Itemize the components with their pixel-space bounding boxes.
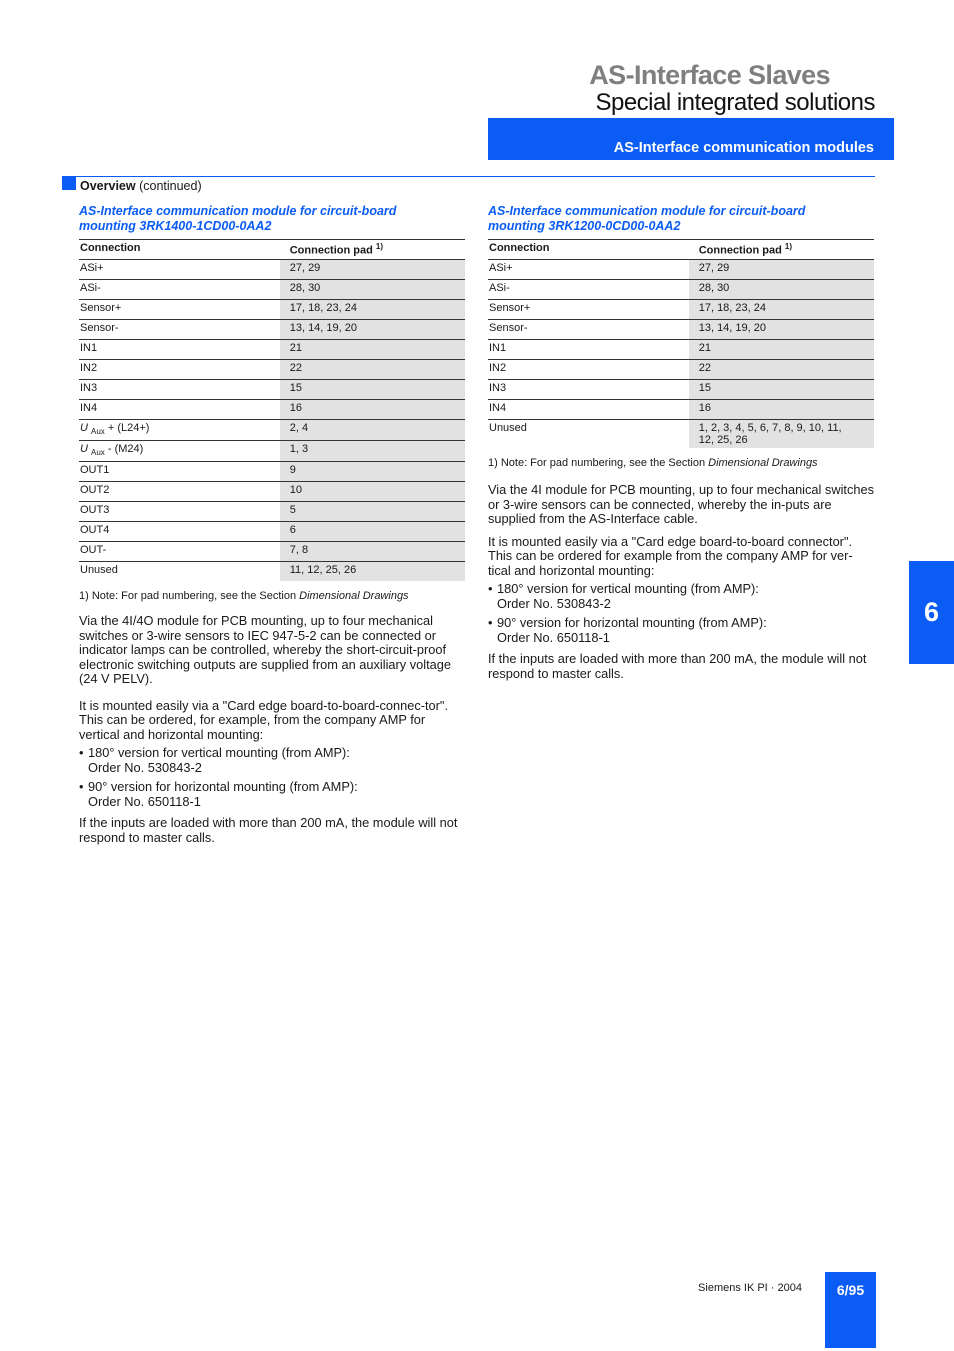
table-row	[488, 260, 874, 280]
conn-cell: ASi+	[488, 260, 689, 280]
right-paragraph-3: If the inputs are loaded with more than 200 mA, the module will not respond to master calls.	[488, 651, 867, 681]
table-row	[488, 400, 874, 420]
conn-cell: ASi-	[488, 280, 689, 300]
conn-cell: U $_{Aux}$ - (M24)	[79, 441, 280, 462]
chapter-tab: 6	[909, 561, 954, 664]
conn-cell: Sensor-	[79, 320, 280, 340]
pad-cell: 17, 18, 23, 24	[280, 300, 465, 320]
table-row	[488, 360, 874, 380]
left-heading-line2: mounting 3RK1400-1CD00-0AA2	[79, 219, 272, 233]
right-connection-table	[488, 239, 874, 448]
left-bullet-list	[79, 746, 465, 809]
pad-cell: 11, 12, 25, 26	[280, 562, 465, 582]
left-col-connection: Connection	[79, 240, 280, 260]
pad-cell: 9	[280, 462, 465, 482]
list-item: • 90° version for horizontal mounting (from AMP): Order No. 650118-1	[79, 780, 465, 809]
table-row	[488, 280, 874, 300]
conn-cell: IN3	[79, 380, 280, 400]
right-col-connection: Connection	[488, 240, 689, 260]
page-title: AS-Interface Slaves	[589, 60, 830, 90]
conn-cell: Unused	[489, 422, 527, 434]
conn-cell: OUT1	[79, 462, 280, 482]
table-row	[488, 340, 874, 360]
conn-cell: IN4	[488, 400, 689, 420]
table-row	[79, 542, 465, 562]
pad-cell: 27, 29	[280, 260, 465, 280]
pad-cell: 13, 14, 19, 20	[689, 320, 874, 340]
overview-suffix: (continued)	[139, 179, 202, 193]
conn-cell: IN2	[79, 360, 280, 380]
table-row	[79, 300, 465, 320]
table-row	[79, 280, 465, 300]
pad-cell: 16	[689, 400, 874, 420]
conn-cell: IN1	[79, 340, 280, 360]
list-item: • 180° version for vertical mounting (from AMP): Order No. 530843-2	[79, 746, 465, 775]
table-row	[79, 502, 465, 522]
conn-cell: IN2	[488, 360, 689, 380]
pad-cell: 10	[280, 482, 465, 502]
pad-cell: 21	[689, 340, 874, 360]
table-row	[488, 320, 874, 340]
table-row	[488, 300, 874, 320]
overview-marker-icon	[62, 176, 76, 190]
table-row	[79, 260, 465, 280]
left-footnote: 1) Note: For pad numbering, see the Section Dimensional Drawings	[79, 590, 409, 603]
conn-cell: Sensor-	[488, 320, 689, 340]
table-row	[79, 340, 465, 360]
conn-cell: ASi-	[79, 280, 280, 300]
table-row	[79, 400, 465, 420]
overview-title: Overview	[80, 179, 136, 193]
left-paragraph-3: If the inputs are loaded with more than 200 mA, the module will not respond to master calls.	[79, 815, 458, 845]
table-row	[79, 482, 465, 502]
table-row	[488, 420, 874, 449]
pad-cell: 22	[280, 360, 465, 380]
table-row	[79, 441, 465, 462]
left-heading-line1: AS-Interface communication module for circuit-board	[79, 204, 397, 218]
conn-cell: OUT2	[79, 482, 280, 502]
pad-cell: 28, 30	[689, 280, 874, 300]
pad-cell: 13, 14, 19, 20	[280, 320, 465, 340]
pad-cell: 22	[689, 360, 874, 380]
conn-cell: IN4	[79, 400, 280, 420]
header-rule	[62, 176, 875, 177]
table-row	[79, 380, 465, 400]
pad-cell: 28, 30	[280, 280, 465, 300]
conn-cell: Sensor+	[79, 300, 280, 320]
conn-cell: U $_{Aux}$ + (L24+)	[79, 420, 280, 441]
right-footnote: 1) Note: For pad numbering, see the Section Dimensional Drawings	[488, 457, 818, 469]
overview-label	[80, 179, 202, 193]
left-connection-table	[79, 239, 465, 581]
conn-cell: OUT3	[79, 502, 280, 522]
pad-cell: 1, 3	[280, 441, 465, 462]
footer-source: Siemens IK PI · 2004	[698, 1282, 802, 1294]
pad-cell: 15	[280, 380, 465, 400]
pad-cell: 7, 8	[280, 542, 465, 562]
table-row	[79, 462, 465, 482]
pad-cell: 2, 4	[280, 420, 465, 441]
left-column	[79, 204, 465, 845]
list-item: • 90° version for horizontal mounting (from AMP): Order No. 650118-1	[488, 616, 874, 645]
left-heading	[79, 204, 465, 234]
conn-cell: IN3	[488, 380, 689, 400]
conn-cell: Unused	[80, 564, 118, 577]
right-heading-line2: mounting 3RK1200-0CD00-0AA2	[488, 219, 681, 233]
left-col-pad: Connection pad $^{1)}$	[280, 240, 465, 260]
section-title: AS-Interface communication modules	[613, 140, 874, 156]
table-row	[488, 380, 874, 400]
right-paragraph-2: It is mounted easily via a "Card edge board-to-board connector". This can be ordered for example from the company AMP for ver-tical and horizontal mounting:	[488, 533, 853, 578]
right-bullet-list	[488, 582, 874, 645]
left-paragraph-1: Via the 4I/4O module for PCB mounting, up to four mechanical switches or 3-wire sensors to IEC 947-5-2 can be connected or indicator lamps can be controlled, whereby the short-circuit-proof electronic switching outputs are supplied from an auxiliary voltage (24 V PELV).	[79, 613, 452, 687]
right-paragraph-1: Via the 4I module for PCB mounting, up to four mechanical switches or 3-wire sensors can be connected, whereby the in-puts are supplied from the AS-Interface cable.	[488, 482, 875, 526]
right-column	[488, 204, 874, 681]
pad-cell: 15	[689, 380, 874, 400]
right-heading-line1: AS-Interface communication module for circuit-board	[488, 204, 806, 218]
pad-cell: 27, 29	[689, 260, 874, 280]
table-row	[79, 562, 465, 582]
table-row	[79, 420, 465, 441]
section-bar	[488, 118, 894, 160]
pad-cell: 1, 2, 3, 4, 5, 6, 7, 8, 9, 10, 11, 12, 25, 26	[689, 420, 874, 449]
right-col-pad: Connection pad $^{1)}$	[689, 240, 874, 260]
pad-cell: 6	[280, 522, 465, 542]
left-paragraph-2: It is mounted easily via a "Card edge board-to-board-connec-tor". This can be ordered, for example, from the company AMP for vertical and horizontal mounting:	[79, 697, 449, 742]
pad-cell: 21	[280, 340, 465, 360]
conn-cell: Sensor+	[488, 300, 689, 320]
list-item: • 180° version for vertical mounting (from AMP): Order No. 530843-2	[488, 582, 874, 611]
table-row	[79, 522, 465, 542]
conn-cell: IN1	[488, 340, 689, 360]
table-row	[79, 320, 465, 340]
page-subtitle: Special integrated solutions	[595, 89, 875, 116]
pad-cell: 16	[280, 400, 465, 420]
table-row	[79, 360, 465, 380]
pad-cell: 17, 18, 23, 24	[689, 300, 874, 320]
conn-cell: OUT4	[79, 522, 280, 542]
conn-cell: OUT-	[79, 542, 280, 562]
page-number: 6/95	[825, 1272, 876, 1348]
pad-cell: 5	[280, 502, 465, 522]
conn-cell: ASi+	[79, 260, 280, 280]
right-heading	[488, 204, 874, 234]
